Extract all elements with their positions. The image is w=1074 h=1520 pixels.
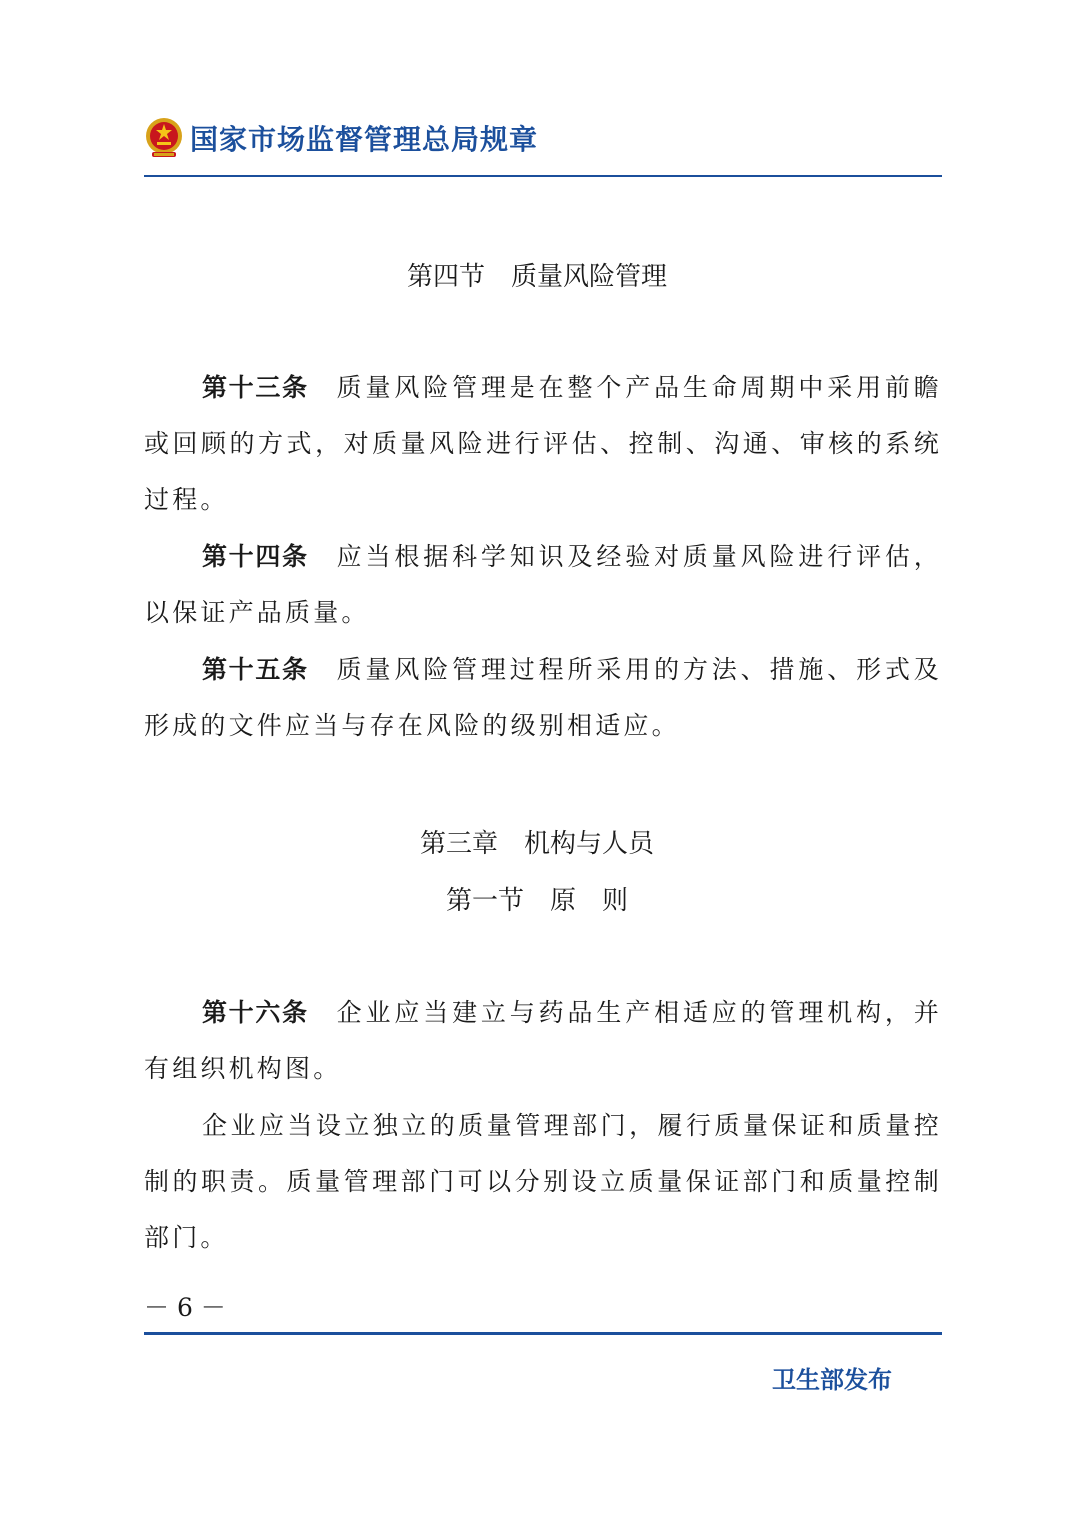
article-label: 第十四条	[202, 542, 309, 571]
national-emblem-icon	[144, 116, 184, 160]
article-15	[144, 642, 942, 754]
article-label: 第十五条	[202, 655, 309, 684]
article-13	[144, 360, 942, 528]
chapter-heading: 第三章 机构与人员	[419, 829, 654, 859]
article-16	[144, 985, 942, 1097]
page-number: － 6 －	[144, 1293, 226, 1322]
section-heading: 第一节 原 则	[445, 886, 628, 916]
header-title: 国家市场监督管理总局规章	[190, 123, 539, 156]
article-text: 应当根据科学知识及经验对质量风险进行评估，以保证产品质量。	[144, 542, 942, 627]
article-label: 第十三条	[202, 373, 309, 402]
header-divider	[144, 175, 942, 177]
section-heading: 第四节 质量风险管理	[406, 262, 667, 292]
article-text: 质量风险管理过程所采用的方法、措施、形式及形成的文件应当与存在风险的级别相适应。	[144, 655, 942, 740]
publisher-label: 卫生部发布	[772, 1366, 892, 1394]
footer-divider	[144, 1332, 942, 1335]
article-14	[144, 529, 942, 641]
article-16-paragraph-2: 企业应当设立独立的质量管理部门，履行质量保证和质量控制的职责。质量管理部门可以分别设立质量保证部门和质量控制部门。	[144, 1111, 942, 1252]
article-text: 质量风险管理是在整个产品生命周期中采用前瞻或回顾的方式，对质量风险进行评估、控制、沟通、审核的系统过程。	[144, 373, 942, 514]
article-text: 企业应当建立与药品生产相适应的管理机构，并有组织机构图。	[144, 998, 942, 1083]
article-label: 第十六条	[202, 998, 309, 1027]
page-header	[144, 112, 538, 164]
